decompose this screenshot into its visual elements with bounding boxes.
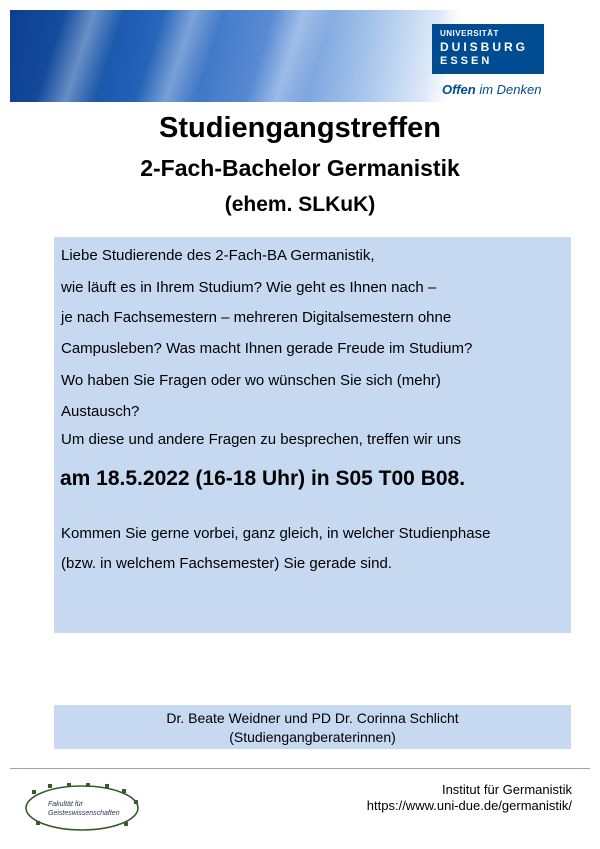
invitation-text-box bbox=[54, 237, 571, 633]
institute-url[interactable]: https://www.uni-due.de/germanistik/ bbox=[366, 798, 572, 813]
signature-role: (Studiengangberaterinnen) bbox=[229, 729, 396, 745]
slogan-bold: Offen bbox=[442, 82, 476, 97]
logo-university-text: UNIVERSITÄT bbox=[440, 29, 499, 38]
banner-light-ray bbox=[245, 10, 335, 102]
closing-line: (bzw. in welchem Fachsemester) Sie gerade sind. bbox=[61, 555, 392, 572]
body-line: je nach Fachsemestern – mehreren Digitalsemestern ohne bbox=[61, 309, 452, 326]
faculty-logo-ring bbox=[26, 786, 138, 830]
faculty-line1: Fakultät für bbox=[48, 801, 84, 808]
page-subtitle-note: (ehem. SLKuK) bbox=[224, 193, 376, 216]
logo-city1-text: DUISBURG bbox=[440, 40, 529, 54]
body-line: Campusleben? Was macht Ihnen gerade Freude im Studium? bbox=[61, 340, 473, 357]
logo-city2-text: ESSEN bbox=[440, 55, 493, 67]
body-line: Wo haben Sie Fragen oder wo wünschen Sie sich (mehr) bbox=[61, 372, 441, 389]
header-banner bbox=[10, 10, 590, 102]
body-line: Austausch? bbox=[61, 403, 140, 420]
closing-line: Kommen Sie gerne vorbei, ganz gleich, in welcher Studienphase bbox=[61, 525, 491, 542]
logo-slogan bbox=[442, 82, 541, 97]
university-logo bbox=[432, 24, 544, 74]
footer-contact bbox=[367, 782, 572, 814]
body-line: Um diese und andere Fragen zu besprechen, treffen wir uns bbox=[61, 431, 461, 448]
body-line: wie läuft es in Ihrem Studium? Wie geht es Ihnen nach – bbox=[61, 279, 437, 296]
footer-divider bbox=[10, 768, 590, 769]
page-subtitle: 2-Fach-Bachelor Germanistik bbox=[140, 155, 460, 181]
faculty-line2: Geisteswissenschaften bbox=[48, 810, 120, 817]
page-title: Studiengangstreffen bbox=[159, 112, 441, 144]
banner-light-ray bbox=[135, 10, 225, 102]
banner-light-ray bbox=[35, 10, 125, 102]
signature-box bbox=[54, 705, 571, 749]
body-line: Liebe Studierende des 2-Fach-BA Germanistik, bbox=[61, 247, 375, 264]
faculty-logo bbox=[22, 778, 142, 836]
meeting-date-location: am 18.5.2022 (16-18 Uhr) in S05 T00 B08. bbox=[60, 467, 466, 490]
institute-name: Institut für Germanistik bbox=[441, 782, 572, 797]
signature-names: Dr. Beate Weidner und PD Dr. Corinna Schlicht bbox=[166, 710, 459, 726]
slogan-rest: im Denken bbox=[475, 82, 542, 97]
